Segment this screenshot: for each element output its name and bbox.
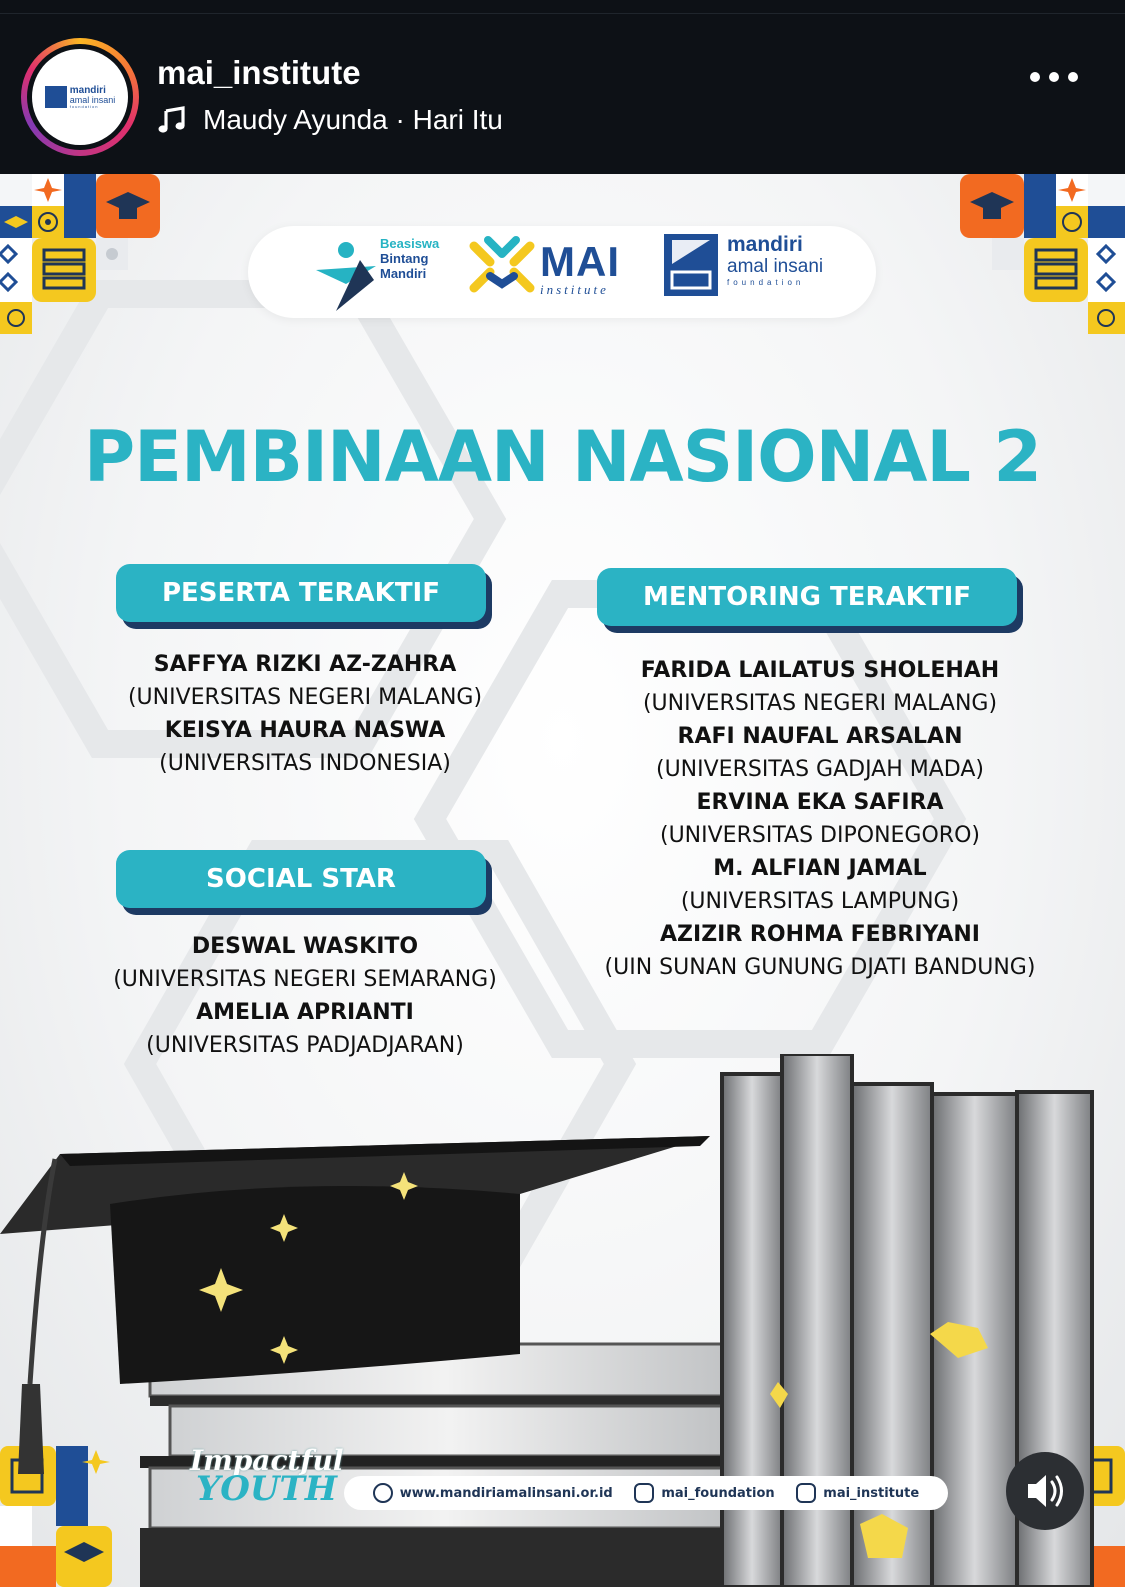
website-item xyxy=(373,1483,613,1503)
status-strip xyxy=(0,0,1125,14)
person-name: ERVINA EKA SAFIRA xyxy=(696,790,944,815)
bbm-logo-text xyxy=(380,236,439,281)
peserta-list xyxy=(60,648,550,780)
person-name: RAFI NAUFAL ARSALAN xyxy=(677,724,963,749)
globe-icon xyxy=(373,1483,393,1503)
person-university: (UNIVERSITAS NEGERI MALANG) xyxy=(642,691,998,716)
more-options-icon[interactable] xyxy=(1030,72,1078,82)
avatar-logo-line2: amal insani xyxy=(69,94,116,105)
avatar-logo-line1: mandiri xyxy=(69,84,106,96)
mentoring-teraktif-label: MENTORING TERAKTIF xyxy=(597,568,1017,626)
impactful-youth-logo xyxy=(190,1444,343,1509)
audio-toggle-button[interactable] xyxy=(1006,1452,1084,1530)
username[interactable]: mai_institute xyxy=(157,54,361,91)
person-name: AZIZIR ROHMA FEBRIYANI xyxy=(660,922,980,947)
corner-decoration-top-right xyxy=(960,174,1125,339)
peserta-teraktif-label: PESERTA TERAKTIF xyxy=(116,564,486,622)
post-image[interactable] xyxy=(0,174,1125,1587)
instagram-icon xyxy=(634,1483,654,1503)
avatar xyxy=(27,44,133,150)
person-university: (UNIVERSITAS GADJAH MADA) xyxy=(655,757,984,782)
person-university: (UNIVERSITAS NEGERI MALANG) xyxy=(127,685,483,710)
person-university: (UNIVERSITAS LAMPUNG) xyxy=(680,889,960,914)
person-university: (UIN SUNAN GUNUNG DJATI BANDUNG) xyxy=(604,955,1036,980)
avatar-logo-line3: foundation xyxy=(69,103,99,109)
bbm-logo-line2: Bintang xyxy=(380,251,429,266)
instagram-foundation-item xyxy=(634,1483,774,1503)
person-name: DESWAL WASKITO xyxy=(191,934,419,959)
music-track-label: Maudy Ayunda · Hari Itu xyxy=(203,104,503,135)
mandiri-logo-line2: amal insani xyxy=(727,256,824,277)
mai-logo-sub: institute xyxy=(540,282,609,297)
instagram-institute-item xyxy=(796,1483,919,1503)
story-ring-avatar[interactable] xyxy=(21,38,139,156)
post-header xyxy=(0,14,1125,174)
bbm-logo-line3: Mandiri xyxy=(380,266,427,281)
person-name: AMELIA APRIANTI xyxy=(196,1000,414,1025)
person-name: KEISYA HAURA NASWA xyxy=(164,718,446,743)
person-university: (UNIVERSITAS DIPONEGORO) xyxy=(660,823,980,848)
mandiri-logo-text xyxy=(727,234,823,287)
poster-title: PEMBINAAN NASIONAL 2 xyxy=(83,416,1042,498)
impactful-youth-line2: YOUTH xyxy=(196,1469,337,1509)
person-university: (UNIVERSITAS PADJADJARAN) xyxy=(146,1033,464,1058)
person-university: (UNIVERSITAS INDONESIA) xyxy=(159,751,451,776)
mai-logo-word: MAI xyxy=(540,238,620,285)
website-text: www.mandiriamalinsani.or.id xyxy=(399,1485,613,1501)
instagram-institute-text: mai_institute xyxy=(823,1485,920,1501)
person-university: (UNIVERSITAS NEGERI SEMARANG) xyxy=(113,967,497,992)
mandiri-logo-mark-icon xyxy=(664,234,718,296)
music-info[interactable] xyxy=(157,104,503,136)
mai-logo-mark-icon xyxy=(45,86,67,108)
corner-decoration-top-left xyxy=(0,174,165,339)
person-name: SAFFYA RIZKI AZ-ZAHRA xyxy=(153,652,457,677)
instagram-foundation-text: mai_foundation xyxy=(661,1485,775,1501)
instagram-icon xyxy=(796,1483,816,1503)
avatar-logo xyxy=(32,49,128,145)
contact-bar xyxy=(344,1476,948,1510)
person-name: M. ALFIAN JAMAL xyxy=(713,856,927,881)
person-name: FARIDA LAILATUS SHOLEHAH xyxy=(640,658,1000,683)
mandiri-logo-line1: mandiri xyxy=(727,233,803,256)
impactful-youth-line1: Impactful xyxy=(190,1444,344,1477)
speaker-icon xyxy=(1006,1452,1084,1530)
social-star-list xyxy=(60,930,550,1062)
bbm-logo-line1: Beasiswa xyxy=(380,236,440,251)
music-note-icon xyxy=(157,105,187,135)
mandiri-logo-line3: foundation xyxy=(727,278,805,287)
social-star-label: SOCIAL STAR xyxy=(116,850,486,908)
mentoring-list xyxy=(565,654,1075,984)
